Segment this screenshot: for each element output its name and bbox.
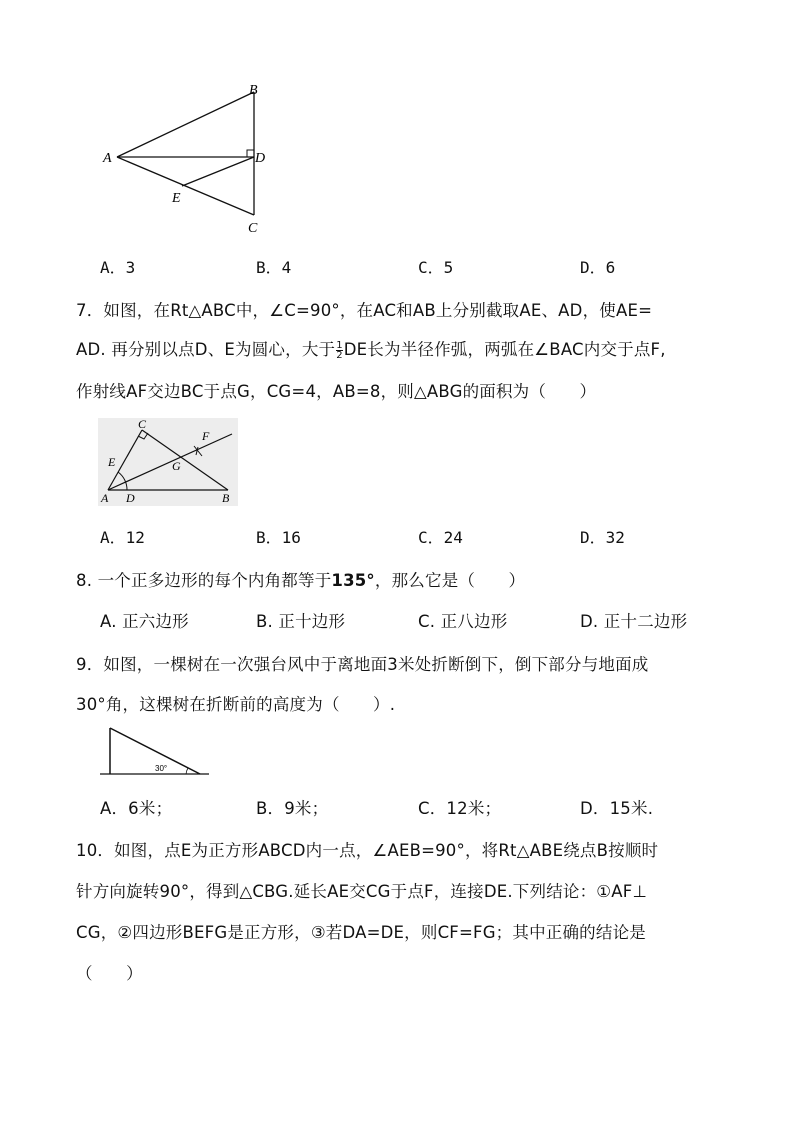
q7-line-2-pre: AD. 再分别以点D、E为圆心，大于 (76, 340, 336, 359)
label-a: A (101, 491, 109, 505)
q10-line-1: 10．如图，点E为正方形ABCD内一点，∠AEB=90°，将Rt△ABE绕点B按顺时 (76, 841, 659, 860)
q8-question (76, 567, 525, 591)
q8-option-a[interactable]: A. 正六边形 (100, 612, 189, 631)
label-g: G (172, 459, 181, 473)
q9-line-1: 9．如图，一棵树在一次强台风中于离地面3米处折断倒下，倒下部分与地面成 (76, 655, 649, 674)
label-b: B (249, 83, 258, 98)
fraction-half: $\frac{1}{2}$ (336, 340, 343, 361)
q6-option-d[interactable]: D．6 (580, 258, 616, 277)
q10-line-2: 针方向旋转90°，得到△CBG.延长AE交CG于点F，连接DE.下列结论：①AF⊥ (76, 882, 648, 901)
label-c: C (138, 418, 147, 431)
label-c: C (248, 221, 258, 236)
q8-option-b[interactable]: B. 正十边形 (256, 612, 346, 631)
label-d: D (126, 491, 135, 505)
q10-line-3: CG，②四边形BEFG是正方形，③若DA=DE，则CF=FG；其中正确的结论是 (76, 923, 646, 942)
q7-option-d[interactable]: D．32 (580, 528, 625, 547)
q8-option-c[interactable]: C. 正八边形 (418, 612, 508, 631)
q7-line-2-post: DE长为半径作弧，两弧在∠BAC内交于点F, (343, 340, 666, 359)
label-f: F (202, 429, 210, 443)
q7-line-1: 7．如图，在Rt△ABC中，∠C=90°，在AC和AB上分别截取AE、AD，使AE= (76, 301, 653, 320)
figure-q7-triangle (98, 418, 238, 506)
q7-line-2 (76, 336, 666, 360)
q9-line-2: 30°角，这棵树在折断前的高度为（ ）. (76, 695, 396, 714)
q7-option-b[interactable]: B．16 (256, 528, 301, 547)
angle-label: 30° (155, 764, 168, 773)
q6-option-a[interactable]: A．3 (100, 258, 136, 277)
q9-option-c[interactable]: C．12米； (418, 799, 502, 818)
q6-option-c[interactable]: C．5 (418, 258, 454, 277)
label-d: D (255, 151, 266, 166)
figure-q9-tree (98, 720, 213, 780)
label-e: E (172, 191, 181, 206)
label-e: E (108, 455, 116, 469)
q8-option-d[interactable]: D. 正十二边形 (580, 612, 688, 631)
q8-post: ，那么它是（ ） (374, 571, 526, 590)
q10-line-4: （ ） (76, 964, 143, 983)
q9-option-d[interactable]: D．15米. (580, 799, 654, 818)
figure-q6-triangle (95, 80, 285, 240)
q7-option-a[interactable]: A．12 (100, 528, 145, 547)
q8-pre: 8. 一个正多边形的每个内角都等于 (76, 571, 332, 590)
label-b: B (222, 491, 230, 505)
label-a: A (103, 151, 112, 166)
q7-option-c[interactable]: C．24 (418, 528, 463, 547)
q7-line-3: 作射线AF交边BC于点G，CG=4，AB=8，则△ABG的面积为（ ） (76, 382, 597, 401)
q9-option-a[interactable]: A．6米； (100, 799, 173, 818)
q9-option-b[interactable]: B．9米； (256, 799, 329, 818)
q6-option-b[interactable]: B．4 (256, 258, 292, 277)
q8-angle: 135° (331, 571, 375, 590)
